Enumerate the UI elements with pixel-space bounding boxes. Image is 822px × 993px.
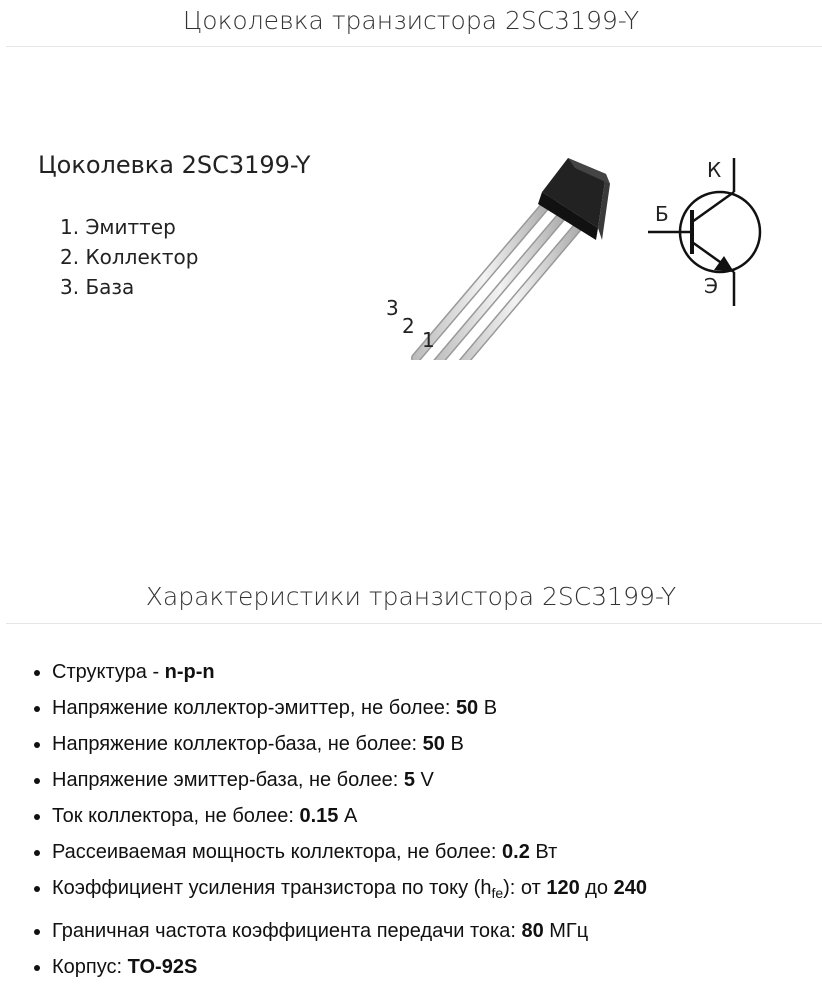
list-item <box>52 690 822 726</box>
list-item <box>52 798 822 834</box>
pinout-section-title: Цоколевка транзистора 2SC3199-Y <box>182 6 640 35</box>
spec-value: 5 <box>403 769 415 791</box>
collector-label: К <box>707 158 722 182</box>
spec-value: 240 <box>613 877 647 899</box>
spec-subscript: fe <box>491 885 504 901</box>
spec-label: Напряжение коллектор-база, не более: <box>52 733 423 755</box>
spec-label: до <box>579 877 614 899</box>
spec-label: Структура - <box>52 661 165 683</box>
lead-number-1: 1 <box>422 328 435 352</box>
spec-label: Напряжение коллектор-эмиттер, не более: <box>52 697 456 719</box>
spec-value: 120 <box>546 877 580 899</box>
spec-unit: МГц <box>543 920 589 942</box>
spec-unit: V <box>414 769 434 791</box>
spec-label: Коэффициент усиления транзистора по току (h <box>52 877 492 899</box>
spec-value: 50 <box>422 733 445 755</box>
spec-label: Рассеиваемая мощность коллектора, не более: <box>52 841 503 863</box>
pinout-caption: Цоколевка 2SC3199-Y <box>38 151 311 179</box>
list-item <box>52 870 822 913</box>
spec-unit: А <box>338 805 358 827</box>
spec-label: Ток коллектора, не более: <box>52 805 300 827</box>
spec-label: Напряжение эмиттер-база, не более: <box>52 769 404 791</box>
pin-item-2: 2. Коллектор <box>60 245 199 269</box>
spec-value: TO-92S <box>127 956 198 978</box>
list-item <box>52 913 822 949</box>
spec-unit: В <box>478 697 498 719</box>
pin-item-1: 1. Эмиттер <box>60 215 176 239</box>
list-item <box>52 762 822 798</box>
spec-value: 80 <box>521 920 544 942</box>
lead-number-3: 3 <box>386 296 399 320</box>
pin-item-3: 3. База <box>60 275 135 299</box>
list-item <box>52 834 822 870</box>
pin-list <box>60 212 198 302</box>
list-item <box>52 654 822 690</box>
list-item <box>52 949 822 985</box>
spec-label: Корпус: <box>52 956 128 978</box>
base-label: Б <box>655 202 669 226</box>
spec-value: 0.15 <box>299 805 339 827</box>
spec-value: 0.2 <box>502 841 530 863</box>
spec-value: n-p-n <box>164 661 215 683</box>
characteristics-section-title: Характеристики транзистора 2SC3199-Y <box>145 582 677 611</box>
spec-value: 50 <box>455 697 479 719</box>
spec-label: Граничная частота коэффициента передачи тока: <box>52 920 522 942</box>
spec-label: ): от <box>503 877 547 899</box>
divider <box>6 46 822 47</box>
divider <box>6 623 822 624</box>
spec-unit: Вт <box>529 841 558 863</box>
pinout-figure <box>0 50 822 390</box>
spec-unit: В <box>444 733 464 755</box>
list-item <box>52 726 822 762</box>
characteristics-list <box>30 654 822 985</box>
emitter-label: Э <box>704 274 718 298</box>
lead-number-2: 2 <box>402 314 415 338</box>
